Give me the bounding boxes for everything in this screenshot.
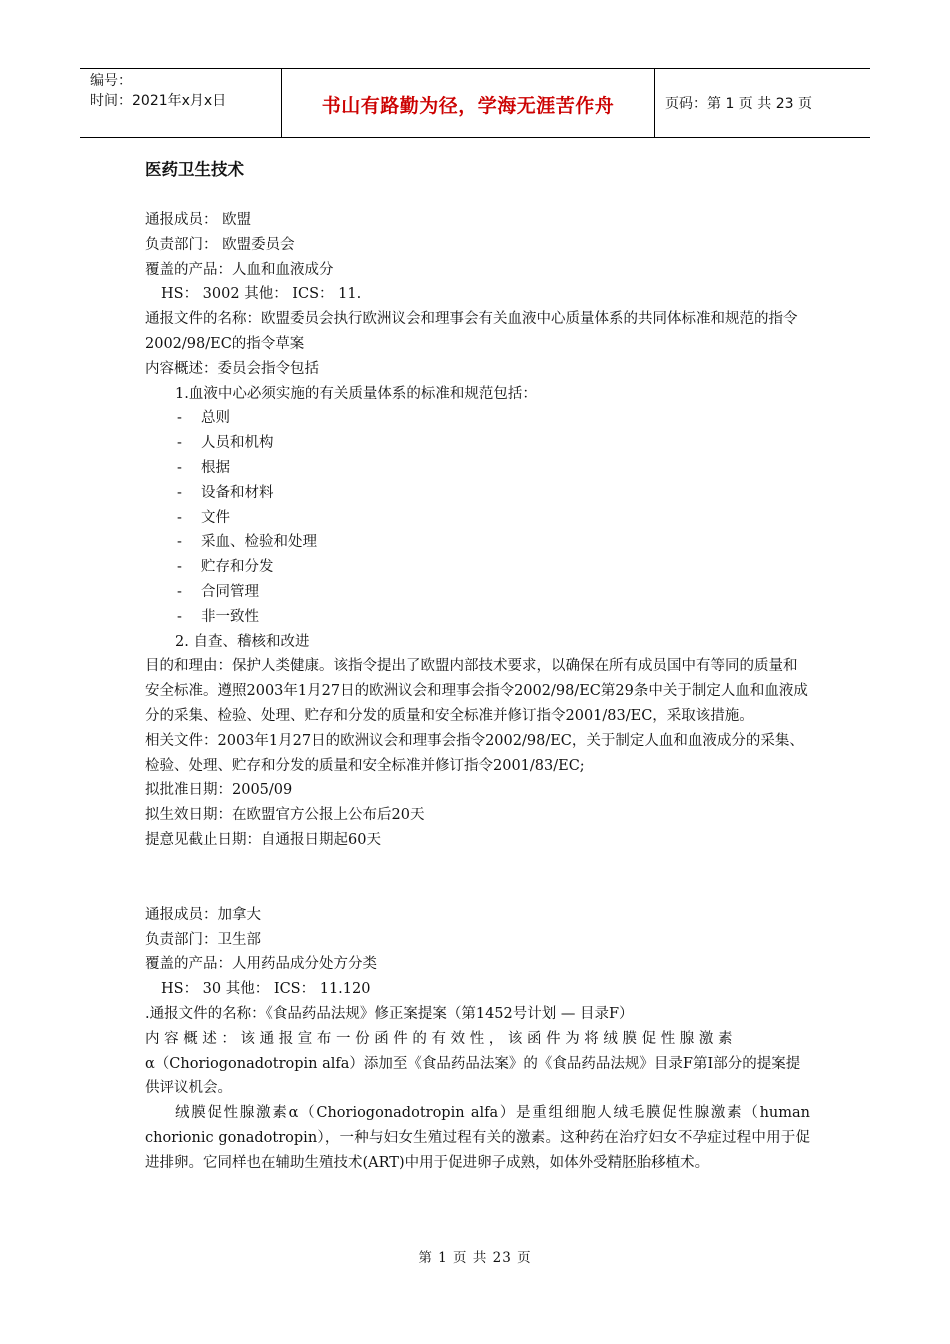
summary-item-2: 2. 自查、稽核和改进 (175, 633, 310, 650)
number-label: 编号： (90, 73, 132, 89)
list-item: - 设备和材料 (177, 484, 274, 501)
responsible-dept: 负责部门： 欧盟委员会 (145, 236, 295, 253)
hs-ics: HS： 3002 其他： ICS： 11. (161, 286, 362, 303)
list-item: - 根据 (177, 459, 230, 476)
notifying-member-2: 通报成员：加拿大 (145, 906, 261, 923)
effective-date: 拟生效日期：在欧盟官方公报上公布后20天 (145, 807, 425, 824)
doc-name-2: .通报文件的名称：《食品药品法规》修正案提案（第1452号计划 — 目录F） (145, 1005, 634, 1022)
responsible-dept-2: 负责部门：卫生部 (145, 931, 261, 948)
covered-products-2: 覆盖的产品：人用药品成分处方分类 (145, 956, 377, 973)
list-item: - 人员和机构 (177, 435, 274, 452)
list-item: - 非一致性 (177, 608, 259, 625)
header-meta (80, 69, 282, 137)
summary: 内容概述：委员会指令包括 (145, 360, 319, 377)
page-info: 页码：第 1 页 共 23 页 (665, 96, 812, 112)
motto: 书山有路勤为径，学海无涯苦作舟 (321, 95, 615, 117)
approval-date: 拟批准日期：2005/09 (145, 782, 293, 799)
summary-2-rest: α（Choriogonadotropin alfa）添加至《食品药品法案》的《食品药品法规》目录F第I部分的提案提供评议机会。 (145, 1055, 801, 1097)
document-body (145, 158, 810, 1175)
list-item: - 总则 (177, 410, 230, 427)
list-item: - 贮存和分发 (177, 559, 274, 576)
doc-name: 通报文件的名称：欧盟委员会执行欧洲议会和理事会有关血液中心质量体系的共同体标准和规范的指令2002/98/EC的指令草案 (145, 311, 798, 352)
section-gap (145, 853, 810, 903)
header-motto-cell (282, 69, 655, 137)
description-paragraph: 绒膜促性腺激素α（Choriogonadotropin alfa）是重组细胞人绒毛膜促性腺激素（human chorionic gonadotropin），一种与妇女生殖过程有关的激素。这种药在治疗妇女不孕症过程中用于促进排卵。它同样也在辅助生殖技术(ART)中用于促进卵子成熟，如体外受精胚胎移植术。 (145, 1105, 810, 1171)
covered-products: 覆盖的产品：人血和血液成分 (145, 261, 334, 278)
summary-item-1: 1.血液中心必须实施的有关质量体系的标准和规范包括： (175, 385, 537, 402)
page-title: 医药卫生技术 (145, 160, 244, 179)
related-docs: 相关文件：2003年1月27日的欧洲议会和理事会指令2002/98/EC，关于制定人血和血液成分的采集、检验、处理、贮存和分发的质量和安全标准并修订指令2001/83/EC; (145, 732, 804, 774)
list-item: - 合同管理 (177, 583, 259, 600)
requirements-list (145, 406, 810, 629)
list-item: - 采血、检验和处理 (177, 534, 317, 551)
list-item: - 文件 (177, 509, 230, 526)
summary-2-line1: 内容概述：该通报宣布一份函件的有效性，该函件为将绒膜促性腺激素 (145, 1030, 738, 1047)
page-header (80, 68, 870, 138)
comment-deadline: 提意见截止日期：自通报日期起60天 (145, 831, 381, 848)
time-label: 时间：2021年x月x日 (90, 93, 227, 109)
page-footer: 第 1 页 共 23 页 (418, 1250, 532, 1266)
hs-ics-2: HS： 30 其他： ICS： 11.120 (161, 981, 371, 998)
purpose: 目的和理由：保护人类健康。该指令提出了欧盟内部技术要求，以确保在所有成员国中有等同的质量和安全标准。遵照2003年1月27日的欧洲议会和理事会指令2002/98/EC第29条中关于制定人血和血液成分的采集、检验、处理、贮存和分发的质量和安全标准并修订指令2001/83/EC，采取该措施。 (145, 658, 808, 724)
notifying-member: 通报成员： 欧盟 (145, 212, 252, 228)
